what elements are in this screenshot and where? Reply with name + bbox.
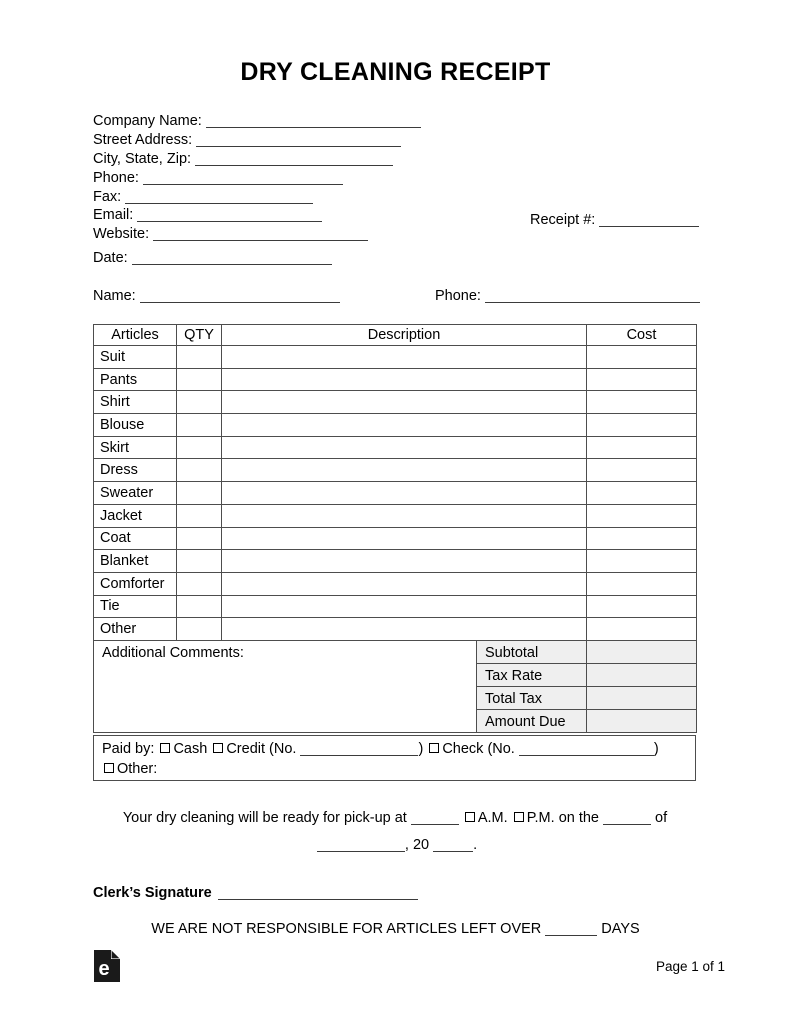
article-label: Sweater: [94, 482, 177, 505]
qty-cell[interactable]: [177, 572, 222, 595]
disclaimer-text-part1: WE ARE NOT RESPONSIBLE FOR ARTICLES LEFT OVER: [151, 921, 542, 937]
pickup-time-input[interactable]: [411, 812, 459, 825]
description-cell[interactable]: [222, 572, 587, 595]
clerk-signature-input[interactable]: [218, 887, 418, 900]
email-input[interactable]: [137, 209, 322, 222]
additional-comments-label: Additional Comments:: [102, 645, 244, 661]
description-cell[interactable]: [222, 527, 587, 550]
field-date: [93, 250, 332, 266]
city-state-zip-label: City, State, Zip:: [93, 150, 192, 167]
cost-cell[interactable]: [587, 572, 697, 595]
cost-cell[interactable]: [587, 482, 697, 505]
cost-cell[interactable]: [587, 504, 697, 527]
subtotal-label: Subtotal: [477, 641, 587, 664]
qty-cell[interactable]: [177, 414, 222, 437]
customer-phone-label: Phone:: [435, 288, 481, 304]
article-label: Jacket: [94, 504, 177, 527]
checkbox-am[interactable]: [465, 812, 475, 822]
table-row: [94, 504, 697, 527]
article-label: Tie: [94, 595, 177, 618]
header-qty: QTY: [177, 325, 222, 346]
table-row: [94, 572, 697, 595]
description-cell[interactable]: [222, 391, 587, 414]
page-number: Page 1 of 1: [655, 959, 725, 974]
liability-disclaimer: [0, 921, 791, 937]
field-phone: [93, 169, 421, 188]
clerk-signature-label: Clerk’s Signature: [93, 885, 212, 901]
total-tax-value[interactable]: [587, 687, 697, 710]
pickup-text-part1: Your dry cleaning will be ready for pick-up at: [122, 810, 407, 826]
article-label: Blanket: [94, 550, 177, 573]
table-header-row: [94, 325, 697, 346]
header-cost: Cost: [587, 325, 697, 346]
table-row: [94, 368, 697, 391]
description-cell[interactable]: [222, 436, 587, 459]
field-company-name: [93, 112, 421, 131]
clerk-signature-field: [93, 885, 418, 901]
disclaimer-text-part2: DAYS: [601, 921, 640, 937]
header-description: Description: [222, 325, 587, 346]
pickup-day-input[interactable]: [603, 812, 651, 825]
table-row: [94, 595, 697, 618]
cash-label: Cash: [173, 741, 208, 757]
paid-by-label: Paid by:: [102, 741, 155, 757]
date-label: Date:: [93, 250, 128, 266]
cost-cell[interactable]: [587, 550, 697, 573]
table-row: [94, 346, 697, 369]
checkbox-check[interactable]: [429, 743, 439, 753]
check-close-paren: ): [653, 741, 659, 757]
pickup-text-part3: of: [655, 810, 668, 826]
amount-due-label: Amount Due: [477, 710, 587, 733]
customer-phone-input[interactable]: [485, 290, 700, 303]
description-cell[interactable]: [222, 504, 587, 527]
amount-due-value[interactable]: [587, 710, 697, 733]
date-input[interactable]: [132, 252, 332, 265]
qty-cell[interactable]: [177, 368, 222, 391]
website-label: Website:: [93, 226, 150, 243]
tax-rate-label: Tax Rate: [477, 664, 587, 687]
customer-name-input[interactable]: [140, 290, 340, 303]
additional-comments-cell[interactable]: [94, 641, 477, 733]
company-name-input[interactable]: [206, 115, 421, 128]
qty-cell[interactable]: [177, 550, 222, 573]
tax-rate-value[interactable]: [587, 664, 697, 687]
table-row: [94, 414, 697, 437]
description-cell[interactable]: [222, 414, 587, 437]
pickup-month-input[interactable]: [317, 839, 405, 852]
cost-cell[interactable]: [587, 618, 697, 641]
article-label: Skirt: [94, 436, 177, 459]
article-label: Coat: [94, 527, 177, 550]
credit-close-paren: ): [418, 741, 424, 757]
qty-cell[interactable]: [177, 595, 222, 618]
street-address-label: Street Address:: [93, 131, 193, 148]
qty-cell[interactable]: [177, 436, 222, 459]
pickup-text-part4: , 20: [404, 837, 430, 853]
page-title: DRY CLEANING RECEIPT: [240, 58, 551, 86]
phone-label: Phone:: [93, 169, 139, 186]
field-website: [93, 225, 421, 244]
pm-label: P.M.: [526, 810, 555, 826]
cost-cell[interactable]: [587, 368, 697, 391]
cost-cell[interactable]: [587, 414, 697, 437]
check-label: Check (No.: [442, 741, 515, 757]
table-row: [94, 436, 697, 459]
company-info-block: [93, 112, 421, 244]
disclaimer-days-input[interactable]: [545, 923, 597, 936]
receipt-number-label: Receipt #:: [530, 212, 596, 228]
website-input[interactable]: [153, 228, 368, 241]
pickup-year-input[interactable]: [433, 839, 473, 852]
checkbox-other[interactable]: [104, 763, 114, 773]
totals-row: [94, 641, 697, 664]
checkbox-credit[interactable]: [213, 743, 223, 753]
credit-number-input[interactable]: [300, 743, 418, 756]
cost-cell[interactable]: [587, 436, 697, 459]
articles-table: [93, 324, 697, 641]
qty-cell[interactable]: [177, 482, 222, 505]
cost-cell[interactable]: [587, 459, 697, 482]
fax-input[interactable]: [125, 191, 313, 204]
checkbox-pm[interactable]: [514, 812, 524, 822]
cost-cell[interactable]: [587, 346, 697, 369]
article-label: Shirt: [94, 391, 177, 414]
subtotal-value[interactable]: [587, 641, 697, 664]
table-row: [94, 391, 697, 414]
qty-cell[interactable]: [177, 504, 222, 527]
email-label: Email:: [93, 207, 134, 224]
field-city-state-zip: [93, 150, 421, 169]
phone-input[interactable]: [143, 172, 343, 185]
article-label: Dress: [94, 459, 177, 482]
field-email: [93, 206, 421, 225]
street-address-input[interactable]: [196, 134, 401, 147]
description-cell[interactable]: [222, 595, 587, 618]
article-label: Pants: [94, 368, 177, 391]
table-row: [94, 482, 697, 505]
article-label: Blouse: [94, 414, 177, 437]
check-number-input[interactable]: [519, 743, 654, 756]
svg-text:e: e: [98, 958, 110, 980]
fax-label: Fax:: [93, 188, 122, 205]
pickup-text-part2: on the: [558, 810, 600, 826]
pickup-statement: [95, 805, 695, 859]
city-state-zip-input[interactable]: [195, 153, 393, 166]
eforms-logo-icon: [94, 950, 120, 982]
field-customer-phone: [435, 288, 700, 304]
company-name-label: Company Name:: [93, 113, 202, 129]
article-label: Other: [94, 618, 177, 641]
field-street-address: [93, 131, 421, 150]
cost-cell[interactable]: [587, 595, 697, 618]
customer-name-label: Name:: [93, 288, 136, 304]
table-row: [94, 459, 697, 482]
pickup-text-part5: .: [473, 837, 478, 853]
cost-cell[interactable]: [587, 527, 697, 550]
articles-table-body: [94, 346, 697, 641]
cost-cell[interactable]: [587, 391, 697, 414]
totals-table: [93, 640, 697, 733]
table-row: [94, 550, 697, 573]
checkbox-cash[interactable]: [160, 743, 170, 753]
total-tax-label: Total Tax: [477, 687, 587, 710]
table-row: [94, 527, 697, 550]
description-cell[interactable]: [222, 346, 587, 369]
description-cell[interactable]: [222, 550, 587, 573]
field-customer-name: [93, 288, 340, 304]
am-label: A.M.: [477, 810, 508, 826]
description-cell[interactable]: [222, 459, 587, 482]
table-row: [94, 618, 697, 641]
qty-cell[interactable]: [177, 391, 222, 414]
description-cell[interactable]: [222, 368, 587, 391]
field-fax: [93, 188, 421, 207]
qty-cell[interactable]: [177, 346, 222, 369]
description-cell[interactable]: [222, 618, 587, 641]
field-receipt-number: [530, 212, 699, 228]
qty-cell[interactable]: [177, 618, 222, 641]
header-articles: Articles: [94, 325, 177, 346]
description-cell[interactable]: [222, 482, 587, 505]
other-payment-label: Other:: [117, 760, 158, 777]
payment-method-block: [93, 735, 696, 781]
receipt-number-input[interactable]: [599, 214, 699, 227]
credit-label: Credit (No.: [226, 741, 297, 757]
qty-cell[interactable]: [177, 459, 222, 482]
article-label: Comforter: [94, 572, 177, 595]
article-label: Suit: [94, 346, 177, 369]
qty-cell[interactable]: [177, 527, 222, 550]
